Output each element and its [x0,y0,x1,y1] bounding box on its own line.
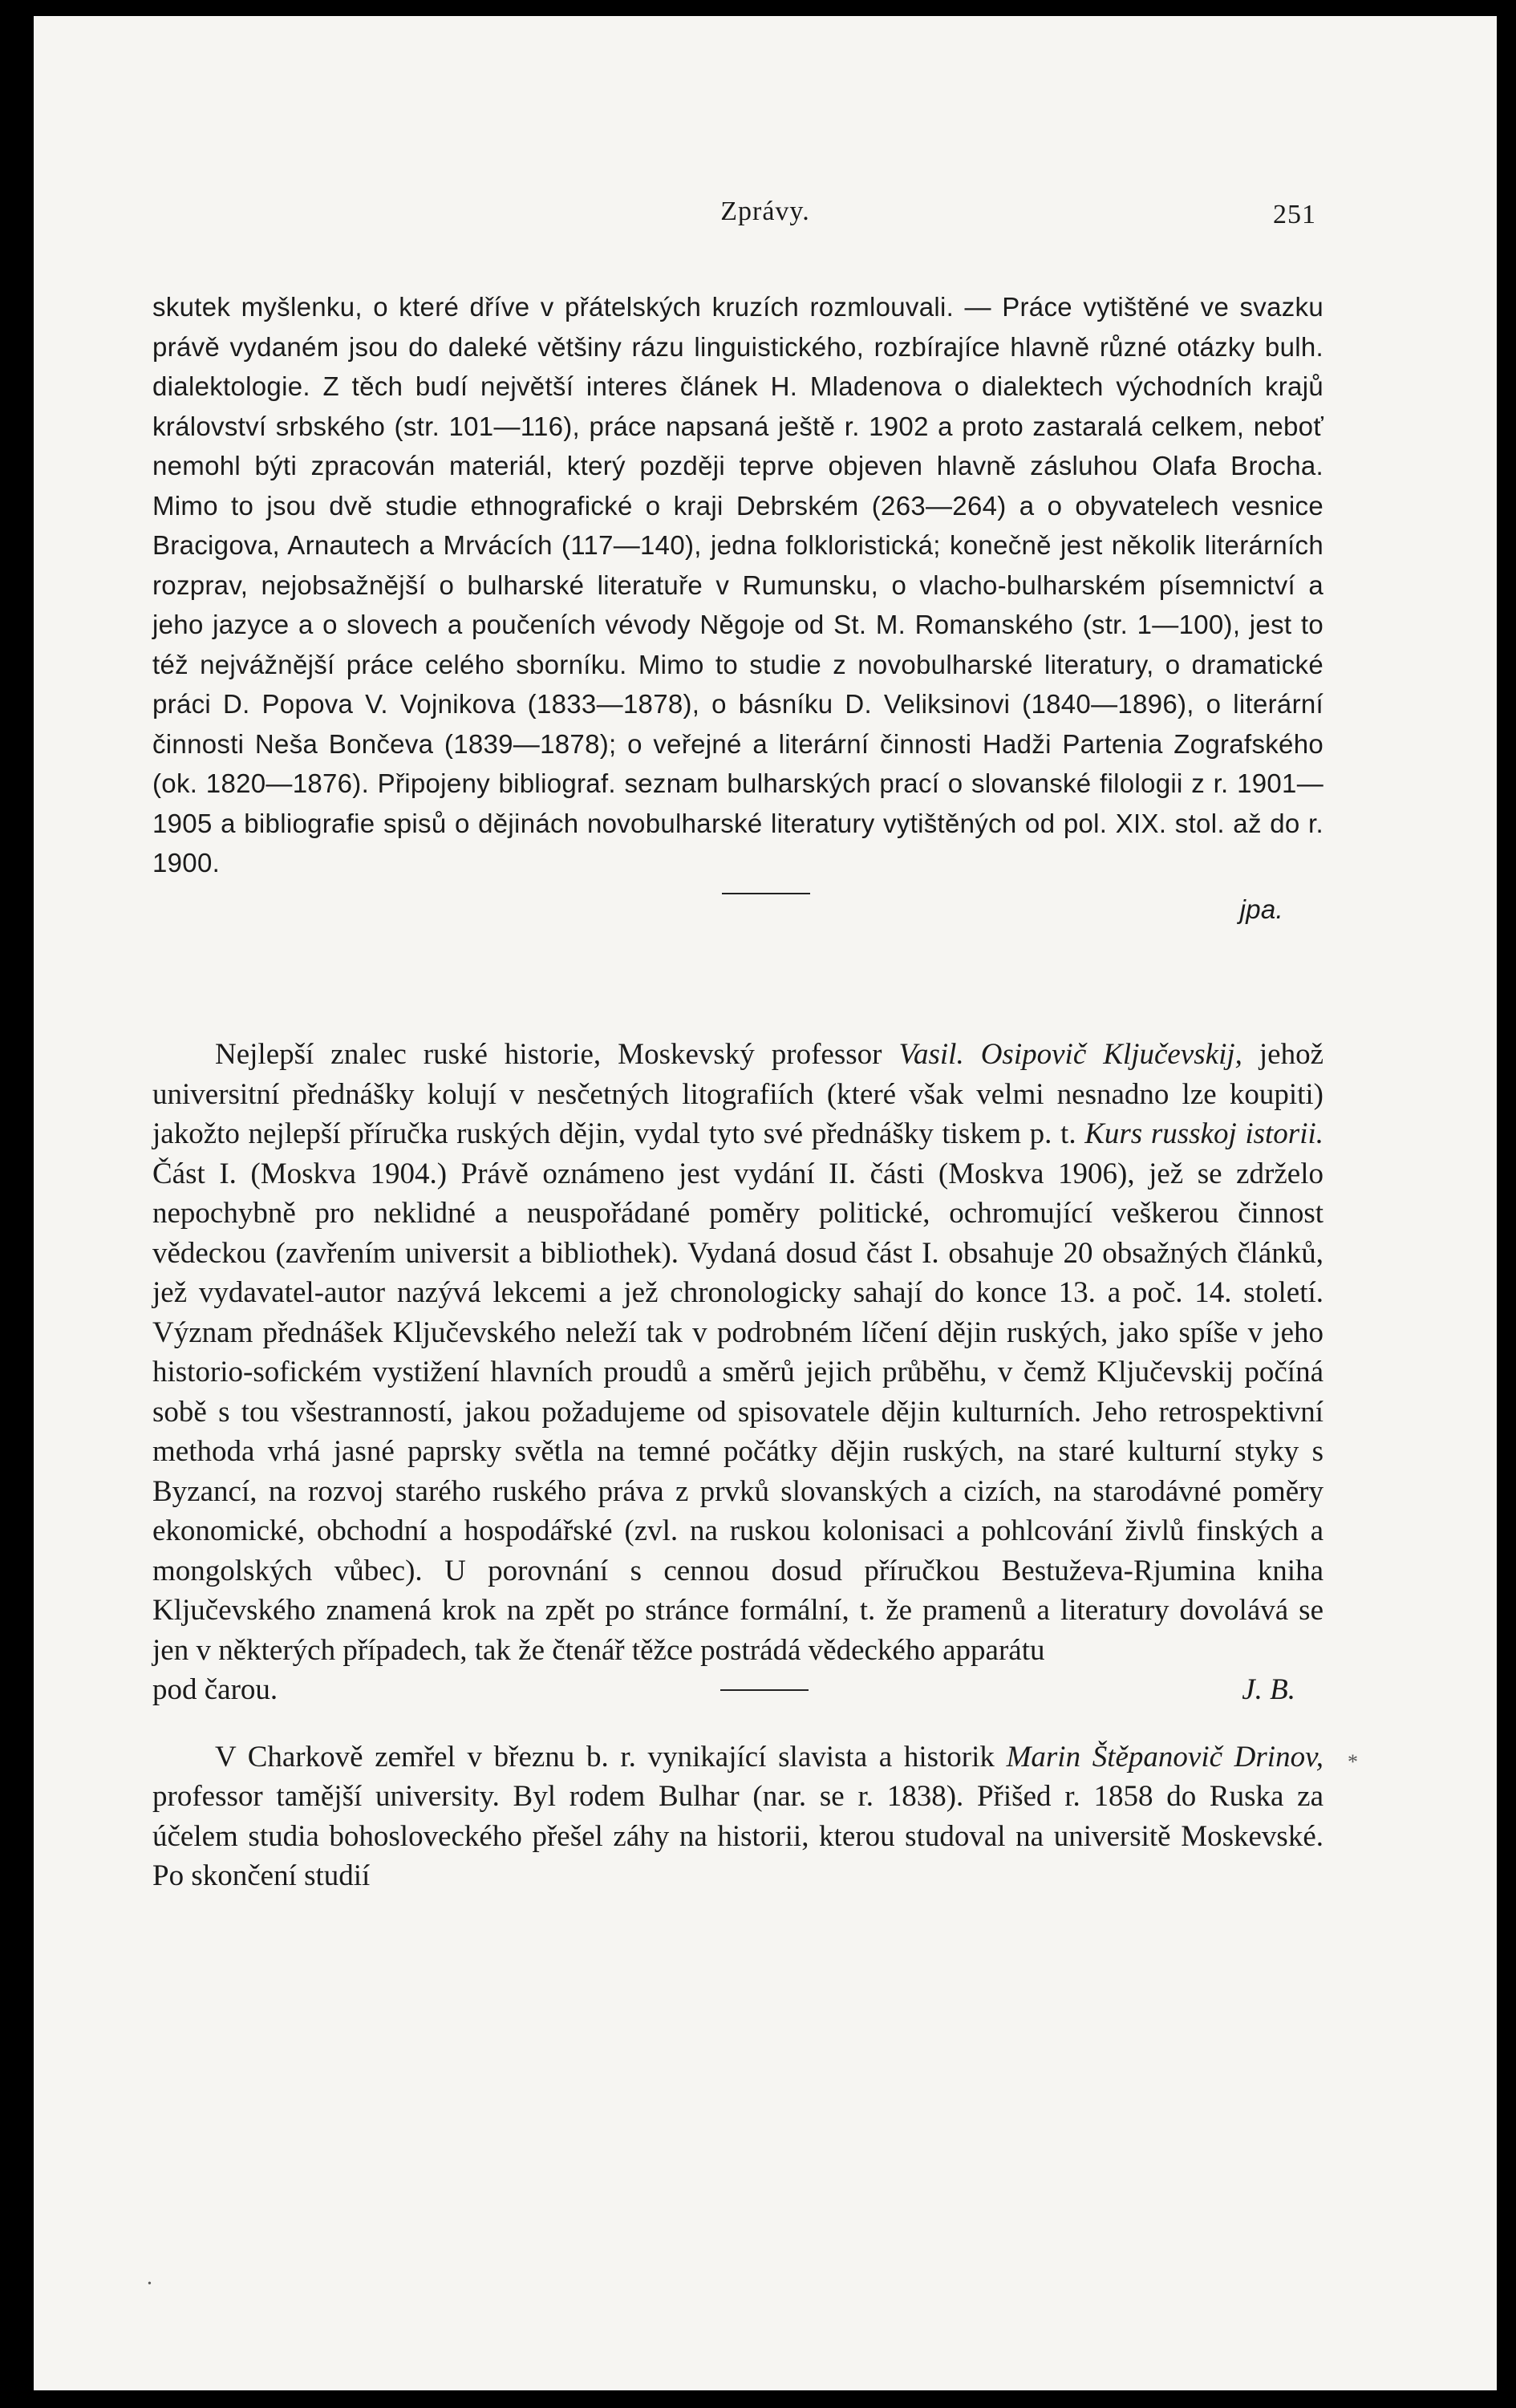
author-name: Vasil. Osipovič Ključevskij, [898,1038,1242,1071]
continuation-paragraph: skutek myšlenku, o které dříve v přátelských kruzích rozmlouvali. — Práce vytištěné ve svazku právě vydaném jsou do daleké většiny rázu linguistického, rozbírajíce hlavně různé otázky bulh. dialektologie. Z těch budí největší interes článek H. Mladenova o dialektech východních krajů království srbského (str. 101—116), práce napsaná ještě r. 1902 a proto zastaralá celkem, neboť nemohl býti zpracován materiál, který později teprve objeven hlavně zásluhou Olafa Brocha. Mimo to jsou dvě studie ethnografické o kraji Debrském (263—264) a o obyvatelech vesnice Bracigova, Arnautech a Mrvácích (117—140), jedna folkloristická; konečně jest několik literárních rozprav, nejobsažnější o bulharské literatuře v Rumunsku, o vlacho-bulharském písemnictví a jeho jazyce a o slovech a poučeních vévody Něgoje od St. M. Romanského (str. 1—100), jest to též nejvážnější práce celého sborníku. Mimo to studie z novobulharské literatury, o dramatické práci D. Popova V. Vojnikova (1833—1878), o básníku D. Veliksinovi (1840—1896), o literární činnosti Neša Bončeva (1839—1878); o veřejné a literární činnosti Hadži Partenia Zografského (ok. 1820—1876). Připojeny bibliograf. seznam bulharských prací o slovanské filologii z r. 1901—1905 a bibliografie spisů o dějinách novobulharské literatury vytištěných od pol. XIX. stol. až do r. 1900. [152,292,1323,878]
section-continuation [152,287,1323,929]
page-number: 251 [1273,200,1316,229]
drinov-rest: professor tamější university. Byl rodem Bulhar (nar. se r. 1838). Přišed r. 1858 do Ruska za účelem studia bohosloveckého přešel záhy na historii, kterou studoval na universitě Moskevské. Po skončení studií [152,1780,1323,1892]
rest-text: Část I. (Moskva 1904.) Právě oznámeno jest vydání II. části (Moskva 1906), jež se zdrželo nepochybně pro neklidné a neuspořádané poměry politické, ochromující veškerou činnost vědeckou (zavřením universit a bibliothek). Vydaná dosud část I. obsahuje 20 obsažných článků, jež vydavatel-autor nazývá lekcemi a jež chronologicky sahají do konce 13. a poč. 14. století. Význam přednášek Ključevského neleží tak v podrobném líčení dějin ruských, jako spíše v jeho historio-sofickém vystižení hlavních proudů a směrů jejich průběhu, v čemž Ključevskij počíná sobě s tou všestranností, jakou požadujeme od spisovatele dějin kulturních. Jeho retrospektivní methoda vrhá jasné paprsky světla na temné počátky dějin ruských, na staré kulturní styky s Byzancí, na rozvoj starého ruského práva z prvků slovanských a cizích, na starodávné poměry ekonomické, obchodní a hospodářské (zvl. na ruskou kolonisaci a pohlcování živlů finských a mongolských vůbec). U porovnání s cennou dosud příručkou Bestuževa-Rjumina kniha Ključevského znamená krok na zpět po stránce formální, t. že pramenů a literatury dovolává se jen v některých případech, tak že čtenář těžce postrádá vědeckého apparátu [152,1157,1323,1667]
intro-text: Nejlepší znalec ruské historie, Moskevský professor [215,1038,882,1071]
kljucevskij-paragraph [152,1035,1323,1670]
margin-dot: • [148,2278,152,2290]
mid-text: jehož universitní přednášky kolují v nesčetných litografiích (které však velmi nesnadno lze koupiti) jakožto nejlepší příručka ruských dějin, vydal tyto své přednášky tiskem p. t. [152,1038,1324,1150]
page-header [34,197,1497,245]
signature-jpa: jpa. [1239,894,1283,924]
last-line-text: pod čarou. [152,1673,278,1706]
drinov-intro: V Charkově zemřel v březnu b. r. vynikající slavista a historik [215,1740,995,1774]
book-title: Kurs russkoj istorii. [1084,1117,1324,1150]
section-kljucevskij [152,1035,1323,1896]
running-title: Zprávy. [720,197,810,226]
drinov-paragraph [152,1737,1323,1896]
margin-asterisk: * [1348,1750,1358,1774]
scanned-page [34,16,1497,2390]
separator-rule-2 [720,1689,809,1691]
person-name: Marin Štěpanovič Drinov, [1006,1740,1324,1774]
signature-jb: J. B. [1242,1673,1295,1706]
